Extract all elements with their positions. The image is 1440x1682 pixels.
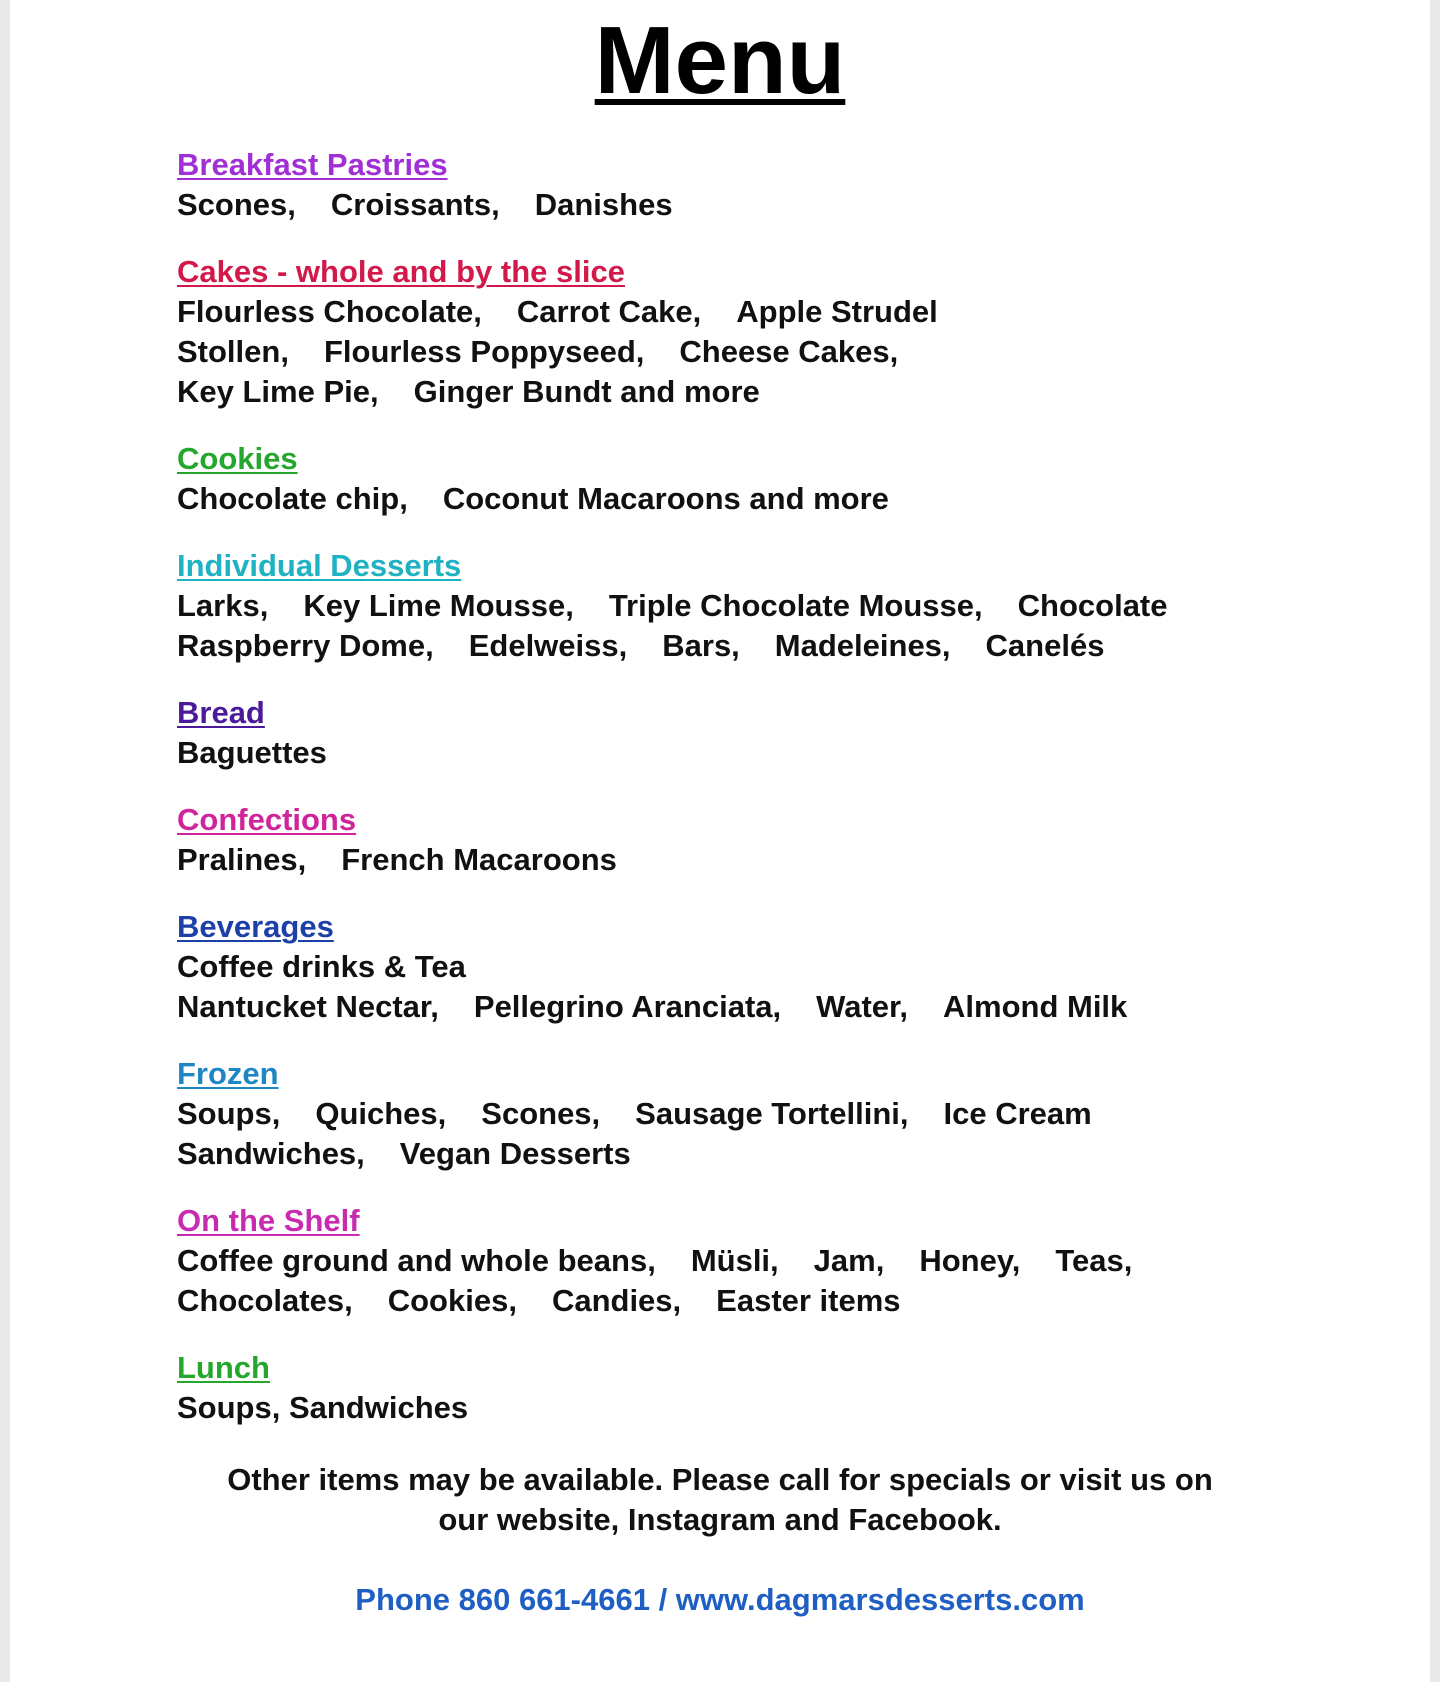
menu-line [177, 479, 1317, 519]
menu-line [177, 733, 1317, 773]
section-heading: Breakfast Pastries [177, 147, 448, 182]
menu-item: Danishes [534, 187, 673, 222]
menu-section [177, 145, 1317, 225]
menu-line [177, 185, 1317, 225]
menu-item: Cheese Cakes, [679, 334, 899, 369]
menu-line [177, 1388, 1317, 1428]
menu-item: Key Lime Pie, [177, 374, 379, 409]
menu-item: Pralines, [177, 842, 307, 877]
menu-item: Chocolate [1017, 588, 1168, 623]
menu-item: Sausage Tortellini, [635, 1096, 909, 1131]
menu-item: Edelweiss, [468, 628, 628, 663]
menu-item: Croissants, [330, 187, 500, 222]
menu-item: Key Lime Mousse, [303, 588, 574, 623]
menu-section [177, 907, 1317, 1027]
menu-line [177, 1241, 1317, 1281]
note-line-2: our website, Instagram and Facebook. [438, 1502, 1002, 1537]
menu-item: Stollen, [177, 334, 289, 369]
menu-line [177, 292, 1317, 332]
menu-line [177, 1094, 1317, 1134]
section-heading: Frozen [177, 1056, 279, 1091]
menu-sections [177, 145, 1317, 1455]
section-heading: Individual Desserts [177, 548, 462, 583]
menu-item: Chocolate chip, [177, 481, 408, 516]
menu-item: Apple Strudel [736, 294, 938, 329]
menu-section [177, 1201, 1317, 1321]
menu-section [177, 1054, 1317, 1174]
menu-item: Honey, [919, 1243, 1021, 1278]
menu-line [177, 1134, 1317, 1174]
menu-item: Canelés [985, 628, 1105, 663]
menu-section [177, 1348, 1317, 1428]
menu-item: Coffee drinks & Tea [177, 949, 466, 984]
availability-note [0, 1460, 1440, 1540]
menu-line [177, 626, 1317, 666]
menu-item: Almond Milk [943, 989, 1128, 1024]
menu-section [177, 439, 1317, 519]
menu-item: Coconut Macaroons and more [442, 481, 889, 516]
menu-item: Flourless Poppyseed, [323, 334, 645, 369]
menu-item: Soups, [177, 1096, 281, 1131]
menu-item: Larks, [177, 588, 269, 623]
menu-line [177, 840, 1317, 880]
menu-line [177, 947, 1317, 987]
menu-line [177, 987, 1317, 1027]
section-heading: Cookies [177, 441, 298, 476]
menu-item: Quiches, [315, 1096, 447, 1131]
menu-item: Water, [816, 989, 909, 1024]
menu-line [177, 332, 1317, 372]
menu-item: Soups, Sandwiches [177, 1390, 469, 1425]
menu-item: Easter items [716, 1283, 901, 1318]
menu-item: Coffee ground and whole beans, [177, 1243, 656, 1278]
section-heading: Bread [177, 695, 265, 730]
menu-item: Chocolates, [177, 1283, 353, 1318]
menu-item: Madeleines, [774, 628, 951, 663]
menu-section [177, 800, 1317, 880]
menu-item: Triple Chocolate Mousse, [608, 588, 983, 623]
contact-info: Phone 860 661-4661 / www.dagmarsdesserts.com [355, 1582, 1085, 1617]
menu-line [177, 372, 1317, 412]
menu-item: Pellegrino Aranciata, [473, 989, 782, 1024]
menu-item: Raspberry Dome, [177, 628, 434, 663]
menu-item: Carrot Cake, [516, 294, 702, 329]
section-heading: Cakes - whole and by the slice [177, 254, 625, 289]
menu-item: Müsli, [690, 1243, 779, 1278]
menu-item: Scones, [177, 187, 296, 222]
menu-item: Ginger Bundt and more [413, 374, 760, 409]
menu-section [177, 693, 1317, 773]
menu-item: Jam, [813, 1243, 885, 1278]
menu-section [177, 252, 1317, 412]
menu-item: Bars, [662, 628, 740, 663]
menu-line [177, 1281, 1317, 1321]
menu-line [177, 586, 1317, 626]
menu-item: Sandwiches, [177, 1136, 365, 1171]
menu-item: Candies, [551, 1283, 682, 1318]
menu-item: Baguettes [177, 735, 327, 770]
section-heading: Beverages [177, 909, 334, 944]
menu-item: Cookies, [387, 1283, 517, 1318]
menu-item: Vegan Desserts [399, 1136, 631, 1171]
menu-item: Ice Cream [943, 1096, 1092, 1131]
section-heading: On the Shelf [177, 1203, 360, 1238]
menu-item: Nantucket Nectar, [177, 989, 439, 1024]
section-heading: Lunch [177, 1350, 270, 1385]
menu-item: Scones, [481, 1096, 601, 1131]
menu-section [177, 546, 1317, 666]
menu-item: Teas, [1055, 1243, 1133, 1278]
page-title: Menu [594, 7, 846, 114]
menu-item: Flourless Chocolate, [177, 294, 482, 329]
note-line-1: Other items may be available. Please call for specials or visit us on [227, 1462, 1213, 1497]
section-heading: Confections [177, 802, 357, 837]
menu-item: French Macaroons [341, 842, 617, 877]
